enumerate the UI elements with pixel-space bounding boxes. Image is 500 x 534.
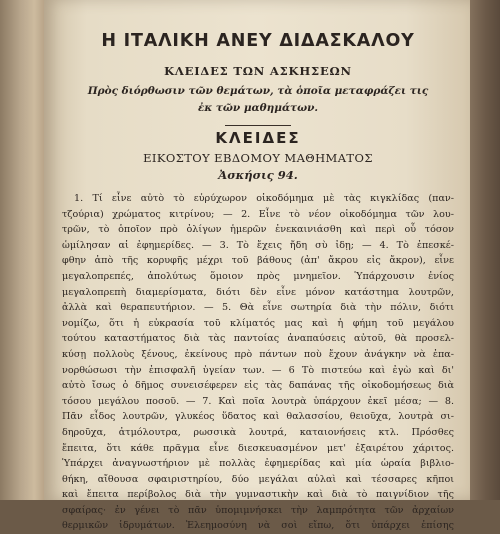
page-subtitle: ΚΛΕΙΔΕΣ ΤΩΝ ΑΣΚΗΣΕΩΝ — [164, 64, 352, 78]
body-line: καὶ ἔπειτα περίβολος διὰ τὴν γυμναστικὴν καὶ διὰ τὸ παιγνίδιον τῆς — [62, 489, 454, 501]
body-text — [62, 191, 454, 534]
body-line: Πᾶν εἶδος λουτρῶν, γλυκέος ὕδατος καὶ θαλασσίου, θειοῦχα, λουτρὰ σι- — [62, 411, 454, 423]
body-line: φθην ἀπὸ τῆς κορυφῆς μέχρι τοῦ βάθους (ἀπ' ἄκρου εἰς ἄκρον), εἶνε — [62, 255, 454, 267]
divider-rule — [225, 125, 291, 126]
exercise-title: Ἀσκήσις 94. — [218, 168, 298, 182]
body-line: τρῶν, τὸ ὁποῖον πρὸ ὀλίγων ἡμερῶν ἐνεκαινιάσθη καὶ περὶ οὗ τόσον — [62, 224, 454, 236]
body-line: θερμικῶν ἱδρυμάτων. Ἐλεημοσύνη νὰ σοὶ εἴπω, ὅτι ὑπάρχει ἐπίσης — [62, 520, 454, 532]
book-page — [44, 0, 470, 532]
body-line: ἔπειτα, ὅτι κάθε πρᾶγμα εἶνε διεσκευασμένον μετ' ἐξαιρέτου χάριτος. — [62, 442, 454, 454]
body-line: ἀλλὰ καὶ θεραπευτήριον. — 5. Θὰ εἶνε σωτηρία διὰ τὴν πόλιν, διότι — [62, 302, 454, 314]
page-description — [62, 83, 454, 117]
description-line-2: ἐκ τῶν μαθημάτων. — [197, 102, 319, 114]
body-line: Ὑπάρχει ἀναγνωστήριον μὲ πολλὰς ἐφημερίδας καὶ μία ὡραία βιβλιο- — [62, 458, 454, 470]
page-title: Η ΙΤΑΛΙΚΗ ΑΝΕΥ ΔΙΔΑΣΚΑΛΟΥ — [101, 31, 415, 51]
body-line: κύσῃ πολλοὺς ξένους, ἐκείνους πρὸ πάντων ποὺ ἔχουν ἀνάγκην νὰ ἐπα- — [62, 348, 454, 360]
section-title: ΚΛΕΙΔΕΣ — [215, 129, 301, 147]
body-line: μεγαλοπρεπές, ἀπολύτως ὅμοιον πρὸς μνημεῖον. Ὑπάρχουσιν ἐνίος — [62, 270, 454, 282]
body-line: σφαίρας· ἐν γένει τὸ πᾶν ὑπομιμνήσκει τὴν λαμπρότητα τῶν ἀρχαίων — [62, 504, 454, 516]
book-spine — [0, 0, 46, 500]
page-content — [62, 30, 454, 534]
body-line: μεγαλοπρεπὴ διαμερίσματα, διότι δὲν εἶνε μόνον κατάστημα λουτρῶν, — [62, 286, 454, 298]
body-line: νορθώσωσι τὴν ἐπισφαλῆ ὑγείαν των. — 6 Τὸ πιστεύω καὶ ἐγὼ καὶ δι' — [62, 364, 454, 376]
body-line: ὡμίλησαν αἱ ἐφημερίδες. — 3. Τὸ ἔχεις ἤδη σὺ ἰδῃ; — 4. Τὸ ἐπεσκέ- — [62, 239, 454, 251]
body-line: αὐτὸ ἴσως ὁ δῆμος συνεισέφερεν εἰς τὰς δαπάνας τῆς οἰκοδομήσεως διὰ — [62, 380, 454, 392]
book-edge — [466, 0, 500, 500]
body-line: τούτου καταστήματος διὰ τὰς παντοίας ἀναπαύσεις αὐτοῦ, θὰ προσελ- — [62, 333, 454, 345]
body-line: 1. Τί εἶνε αὐτὸ τὸ εὐρύχωρον οἰκοδόμημα μὲ τὰς κιγκλίδας (παν- — [74, 193, 454, 204]
body-line: τόσου μεγάλου ποσοῦ. — 7. Καὶ ποῖα λουτρὰ ὑπάρχουν ἐκεῖ μέσα; — 8. — [62, 395, 454, 407]
description-line-1: Πρὸς διόρθωσιν τῶν θεμάτων, τὰ ὁποῖα μεταφράζει τις — [87, 85, 429, 97]
body-line: τζούρια) χρώματος κιτρίνου; — 2. Εἶνε τὸ νέον οἰκοδόμημα τῶν λου- — [62, 208, 454, 220]
body-line: θήκη, αἴθουσα σφαιριστηρίου, δύο μεγάλαι αὐλαὶ καὶ τέσσαρες κῆποι — [62, 473, 454, 485]
body-line: νομίζω, ὅτι ἡ εὐκρασία τοῦ κλίματός μας καὶ ἡ φήμη τοῦ μεγάλου — [62, 317, 454, 329]
lesson-title: ΕΙΚΟΣΤΟΥ ΕΒΔΟΜΟΥ ΜΑΘΗΜΑΤΟΣ — [143, 151, 373, 165]
body-line: δηροῦχα, ἀτμόλουτρα, ρωσσικὰ λουτρά, καταιονήσεις κτλ. Πρόσθες — [62, 426, 454, 438]
